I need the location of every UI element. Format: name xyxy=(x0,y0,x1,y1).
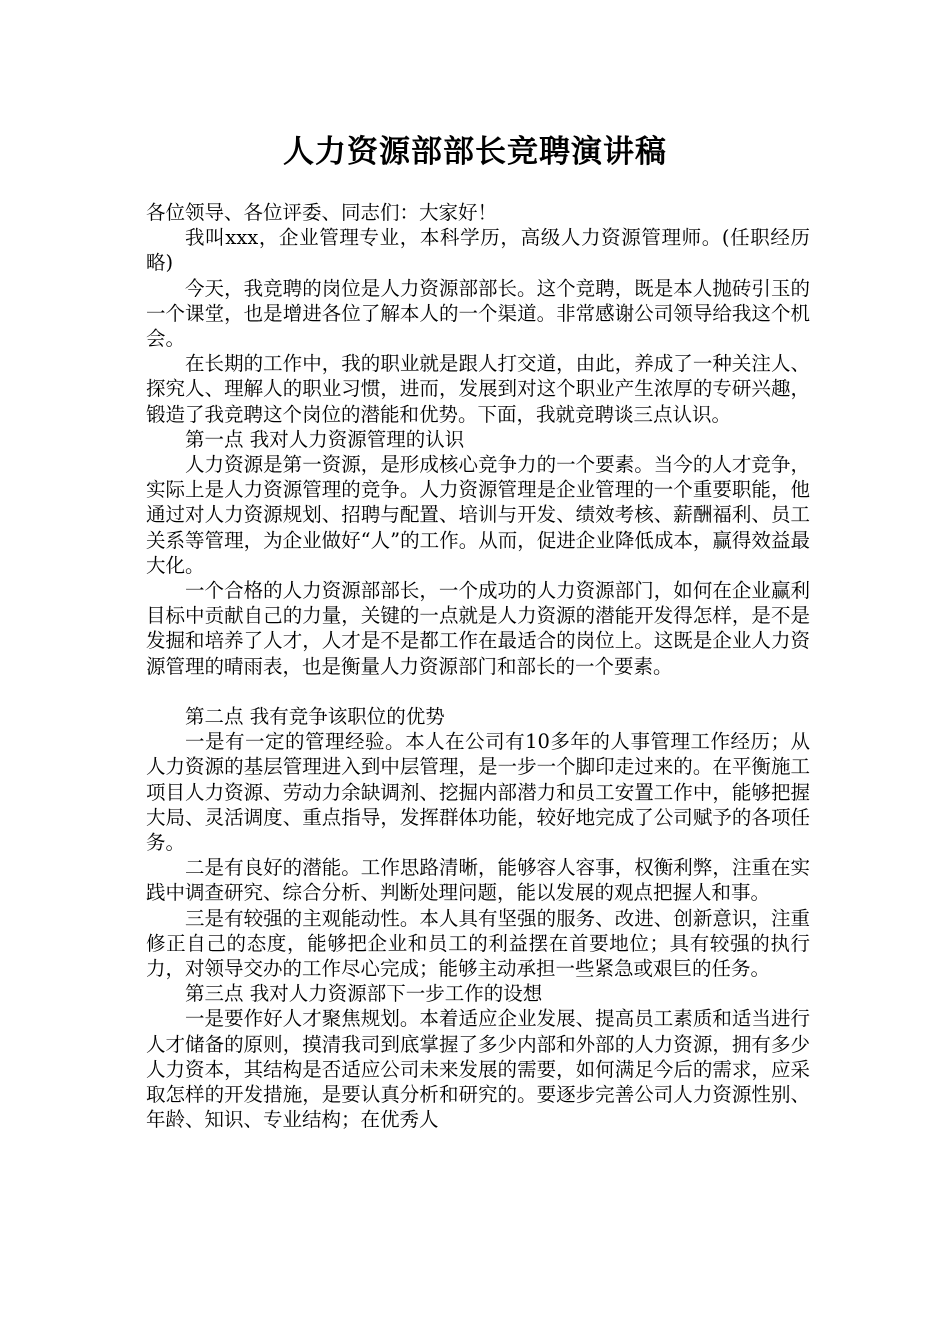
section-heading-1: 第一点 我对人力资源管理的认识 xyxy=(185,427,465,451)
greeting-paragraph: 各位领导、各位评委、同志们：大家好！ xyxy=(146,201,498,224)
section-heading-2: 第二点 我有竞争该职位的优势 xyxy=(185,705,445,729)
document-body xyxy=(146,200,810,1133)
document-title: 人力资源部部长竞聘演讲稿 xyxy=(283,134,667,170)
experience-paragraph: 在长期的工作中，我的职业就是跟人打交道，由此，养成了一种关注人、探究人、理解人的职业习惯，进而，发展到对这个职业产生浓厚的专研兴趣，锻造了我竞聘这个岗位的潜能和优势。下面，我就竞聘谈三点认识。 xyxy=(146,352,810,426)
body-paragraph: 三是有较强的主观能动性。本人具有坚强的服务、改进、创新意识，注重修正自己的态度，能够把企业和员工的利益摆在首要地位；具有较强的执行力，对领导交办的工作尽心完成；能够主动承担一些紧急或艰巨的任务。 xyxy=(146,906,810,981)
body-paragraph: 一是要作好人才聚焦规划。本着适应企业发展、提高员工素质和适当进行人才储备的原则，摸清我司到底掌握了多少内部和外部的人力资源，拥有多少人力资本，其结构是否适应公司未来发展的需要，如何满足今后的需求，应采取怎样的开发措施，是要认真分析和研究的。要逐步完善公司人力资源性别、年龄、知识、专业结构；在优秀人 xyxy=(146,1007,810,1132)
introduction-paragraph: 我叫xxx，企业管理专业，本科学历，高级人力资源管理师。(任职经历略) xyxy=(146,226,810,275)
blank-line xyxy=(146,679,810,704)
section-heading-3: 第三点 我对人力资源部下一步工作的设想 xyxy=(185,982,543,1006)
body-paragraph: 二是有良好的潜能。工作思路清晰，能够容人容事，权衡利弊，注重在实践中调查研究、综合分析、判断处理问题，能以发展的观点把握人和事。 xyxy=(146,856,810,905)
body-paragraph: 一是有一定的管理经验。本人在公司有10多年的人事管理工作经历；从人力资源的基层管理进入到中层管理，是一步一个脚印走过来的。在平衡施工项目人力资源、劳动力余缺调剂、挖掘内部潜力和员工安置工作中，能够把握大局、灵活调度、重点指导，发挥群体功能，较好地完成了公司赋予的各项任务。 xyxy=(146,730,810,855)
body-paragraph: 一个合格的人力资源部部长，一个成功的人力资源部门，如何在企业赢利目标中贡献自己的力量，关键的一点就是人力资源的潜能开发得怎样，是不是发掘和培养了人才，人才是不是都工作在最适合的岗位上。这既是企业人力资源管理的晴雨表，也是衡量人力资源部门和部长的一个要素。 xyxy=(146,579,810,678)
position-paragraph: 今天，我竞聘的岗位是人力资源部部长。这个竞聘，既是本人抛砖引玉的一个课堂，也是增进各位了解本人的一个渠道。非常感谢公司领导给我这个机会。 xyxy=(146,276,810,351)
body-paragraph: 人力资源是第一资源，是形成核心竞争力的一个要素。当今的人才竞争，实际上是人力资源管理的竞争。人力资源管理是企业管理的一个重要职能，他通过对人力资源规划、招聘与配置、培训与开发、绩效考核、薪酬福利、员工关系等管理，为企业做好“人”的工作。从而，促进企业降低成本，赢得效益最大化。 xyxy=(146,453,810,577)
